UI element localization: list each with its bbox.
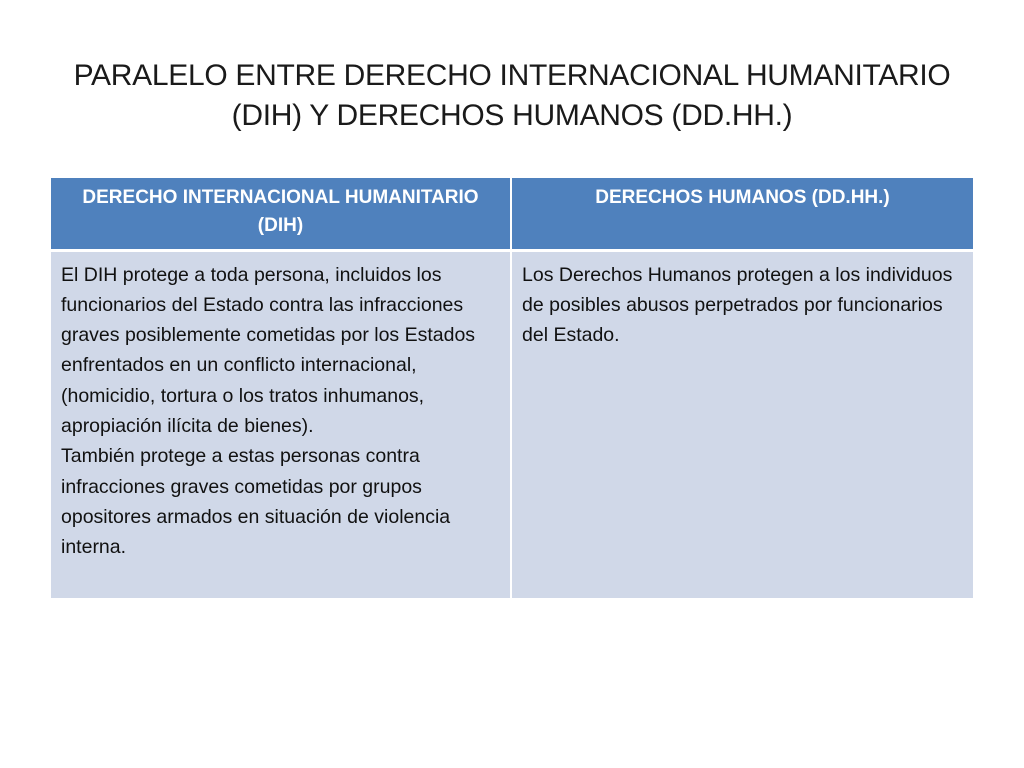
column-header-ddhh: DERECHOS HUMANOS (DD.HH.) — [511, 178, 973, 250]
cell-dih — [51, 250, 511, 598]
cell-ddhh — [511, 250, 973, 598]
table-row — [51, 250, 973, 598]
dih-paragraph-2: También protege a estas personas contra infracciones graves cometidas por grupos opositores armados en situación de violencia interna. — [61, 445, 451, 559]
column-header-dih: DERECHO INTERNACIONAL HUMANITARIO (DIH) — [51, 178, 511, 250]
dih-paragraph-1: El DIH protege a toda persona, incluidos los funcionarios del Estado contra las infracciones graves posiblemente cometidas por los Estados enfrentados en un conflicto internacional,(homicidio, tortura o los tratos inhumanos, apropiación ilícita de bienes). — [61, 263, 476, 437]
slide-title-line-1: PARALELO ENTRE DERECHO INTERNACIONAL HUMANITARIO — [73, 59, 951, 92]
ddhh-paragraph: Los Derechos Humanos protegen a los individuos de posibles abusos perpetrados por funcionarios del Estado. — [522, 263, 953, 347]
slide-title — [60, 56, 964, 136]
table-header-row — [51, 178, 973, 250]
slide-title-line-2: (DIH) Y DERECHOS HUMANOS (DD.HH.) — [231, 99, 793, 132]
comparison-table — [51, 178, 973, 598]
